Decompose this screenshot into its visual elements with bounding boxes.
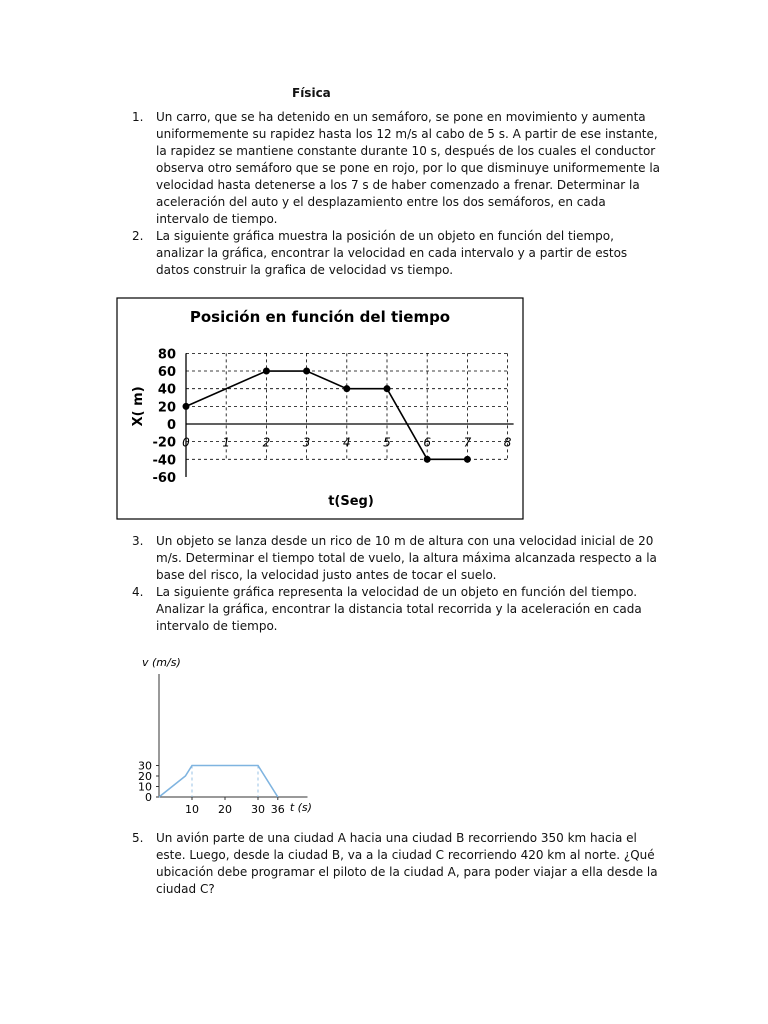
y-axis-label: v (m/s) — [142, 656, 181, 669]
y-tick-label: -60 — [152, 470, 176, 486]
data-point — [384, 385, 391, 392]
y-tick-label: 0 — [166, 418, 176, 433]
x-tick-label: 0 — [182, 435, 190, 450]
data-point — [424, 456, 431, 463]
y-axis-label: X( m) — [131, 386, 146, 427]
question-number: 1. — [132, 110, 144, 124]
data-point — [303, 368, 310, 375]
series-line — [159, 766, 278, 798]
question-5 — [132, 830, 662, 898]
velocity-time-chart — [128, 652, 348, 822]
question-text: Un avión parte de una ciudad A hacia una ciudad B recorriendo 350 km hacia el este. Luego, desde la ciudad B, va a la ciudad C recorriendo 420 km al norte. ¿Qué ubicación debe programar el piloto de la ciudad A, para poder viajar a ella desde la ciudad C? — [156, 831, 658, 896]
question-text: Un objeto se lanza desde un rico de 10 m de altura con una velocidad inicial de 20 m/s. Determinar el tiempo total de vuelo, la altura máxima alcanzada respecto a la base del risco, la velocidad justo antes de tocar el suelo. — [156, 534, 657, 582]
chart-title: Posición en función del tiempo — [189, 308, 451, 326]
x-tick-label: 8 — [503, 435, 512, 450]
x-axis-label: t (s) — [289, 801, 312, 814]
data-point — [263, 368, 270, 375]
y-tick-label: 60 — [157, 365, 176, 381]
data-point — [343, 385, 350, 392]
question-text: Un carro, que se ha detenido en un semáforo, se pone en movimiento y aumenta uniformemente su rapidez hasta los 12 m/s al cabo de 5 s. A partir de ese instante, la rapidez se mantiene constante durante 10 s, después de los cuales el conductor observa otro semáforo que se pone en rojo, por lo que disminuye uniformemente la velocidad hasta detenerse a los 7 s de haber comenzado a frenar. Determinar la aceleración del auto y el desplazamiento entre los dos semáforos, en cada intervalo de tiempo. — [156, 110, 661, 226]
question-number: 5. — [132, 831, 144, 845]
x-tick-label: 1 — [222, 435, 231, 450]
y-tick-label: 0 — [145, 791, 152, 804]
x-tick-label: 6 — [423, 435, 432, 450]
question-text: La siguiente gráfica muestra la posición de un objeto en función del tiempo, analizar la gráfica, encontrar la velocidad en cada intervalo y a partir de estos datos construir la grafica de velocidad vs tiempo. — [156, 229, 628, 277]
question-number: 3. — [132, 534, 144, 548]
question-2 — [132, 228, 662, 279]
x-tick-label: 30 — [251, 803, 265, 816]
y-tick-label: 20 — [157, 400, 176, 416]
x-tick-label: 3 — [302, 435, 311, 450]
question-1 — [132, 109, 662, 228]
data-point — [183, 403, 190, 410]
x-tick-label: 5 — [383, 435, 391, 450]
question-number: 4. — [132, 585, 144, 599]
x-tick-label: 4 — [342, 435, 351, 450]
x-tick-label: 36 — [270, 803, 285, 816]
y-tick-label: 40 — [157, 382, 176, 398]
y-tick-label: 30 — [138, 759, 152, 773]
chart-frame — [117, 298, 523, 519]
position-time-chart — [116, 297, 524, 520]
y-tick-label: 80 — [157, 347, 176, 363]
y-tick-label: -40 — [152, 453, 176, 469]
x-tick-label: 20 — [218, 803, 232, 816]
question-number: 2. — [132, 229, 144, 243]
x-tick-label: 7 — [463, 435, 472, 450]
y-tick-label: -20 — [152, 435, 176, 451]
y-tick-label: 10 — [138, 780, 152, 794]
data-point — [464, 456, 471, 463]
question-3 — [132, 533, 662, 584]
document-title: Física — [292, 86, 331, 100]
question-text: La siguiente gráfica representa la velocidad de un objeto en función del tiempo. Analizar la gráfica, encontrar la distancia total recorrida y la aceleración en cada intervalo de tiempo. — [156, 585, 642, 633]
x-tick-label: 2 — [262, 435, 271, 450]
x-axis-label: t(Seg) — [328, 494, 374, 509]
y-tick-label: 20 — [138, 770, 152, 783]
x-tick-label: 10 — [185, 803, 199, 816]
question-4 — [132, 584, 662, 635]
